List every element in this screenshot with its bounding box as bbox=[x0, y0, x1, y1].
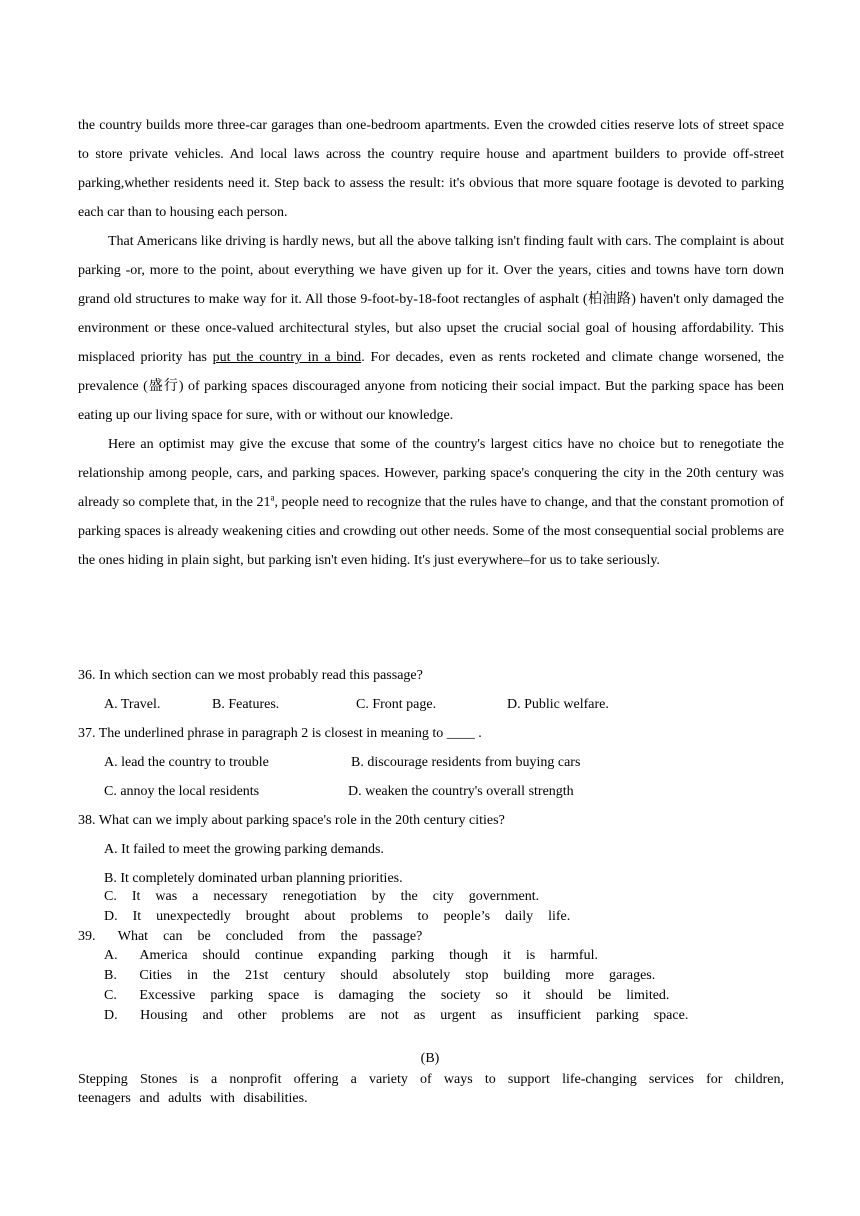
question-36-option-d: D. Public welfare. bbox=[507, 697, 609, 712]
passage-paragraph-3 bbox=[78, 430, 784, 575]
question-37-stem: 37. The underlined phrase in paragraph 2 is closest in meaning to ____ . bbox=[78, 726, 482, 741]
question-36-option-a: A. Travel. bbox=[104, 697, 161, 712]
question-36-option-b: B. Features. bbox=[212, 697, 280, 712]
question-39-option-b: B. Cities in the 21st century should absolutely stop building more garages. bbox=[104, 968, 656, 983]
question-37-option-b: B. discourage residents from buying cars bbox=[351, 755, 581, 770]
paragraph-3-text-b: , people need to recognize that the rules have to change, and that the constant promotion of parking spaces is already weakening cities and crowding out other needs. Some of the most consequential social problems are the ones hiding in plain sight, but parking isn't even hiding. It's just everywhere–for us to take seriously. bbox=[78, 495, 784, 568]
paragraph-2-text-b: . For decades, even as rents rocketed and climate change worsened, the prevalence (盛行) of parking spaces discouraged anyone from noticing their social impact. But the parking space has been eating up our living space for sure, with or without our knowledge. bbox=[78, 350, 784, 423]
passage-paragraph-2 bbox=[78, 227, 784, 430]
question-38-option-a: A. It failed to meet the growing parking demands. bbox=[104, 842, 384, 857]
question-39-stem: 39. What can be concluded from the passage? bbox=[78, 929, 423, 944]
question-36-stem: 36. In which section can we most probably read this passage? bbox=[78, 668, 423, 683]
question-39-option-a: A. America should continue expanding parking though it is harmful. bbox=[104, 948, 598, 963]
question-37-option-d: D. weaken the country's overall strength bbox=[348, 784, 574, 799]
question-37-option-a: A. lead the country to trouble bbox=[104, 755, 269, 770]
question-38-option-d: D. It unexpectedly brought about problems to people’s daily life. bbox=[104, 909, 571, 924]
underlined-phrase: put the country in a bind bbox=[212, 350, 362, 365]
question-38-option-b: B. It completely dominated urban planning priorities. bbox=[104, 871, 403, 886]
question-39-option-c: C. Excessive parking space is damaging the society so it should be limited. bbox=[104, 988, 670, 1003]
paragraph-2-text-a: That Americans like driving is hardly news, but all the above talking isn't finding fault with cars. The complaint is about parking -or, more to the point, about everything we have given up for it. Over the years, cities and towns have torn down grand old structures to make way for it. All those 9-foot-by-18-foot rectangles of asphalt (柏油路) haven't only damaged the environment or these once-valued architectural styles, but also upset the crucial social goal of housing affordability. This misplaced priority has bbox=[78, 234, 784, 365]
question-37-option-c: C. annoy the local residents bbox=[104, 784, 260, 799]
superscript-mark: a bbox=[270, 492, 275, 503]
question-38-stem: 38. What can we imply about parking space's role in the 20th century cities? bbox=[78, 813, 505, 828]
paragraph-3-text-a: Here an optimist may give the excuse that some of the country's largest citics have no choice but to renegotiate the relationship among people, cars, and parking spaces. However, parking space's conquering the city in the 20th century was already so complete that, in the 21 bbox=[78, 437, 784, 510]
passage-body bbox=[78, 111, 784, 575]
passage-paragraph-1: the country builds more three-car garages than one-bedroom apartments. Even the crowded cities reserve lots of street space to store private vehicles. And local laws across the country require house and apartment builders to provide off-street parking,whether residents need it. Step back to assess the result: it's obvious that more square footage is devoted to parking each car than to housing each person. bbox=[78, 118, 784, 220]
question-39-option-d: D. Housing and other problems are not as urgent as insufficient parking space. bbox=[104, 1008, 689, 1023]
question-38-option-c: C. It was a necessary renegotiation by the city government. bbox=[104, 889, 540, 904]
section-b-intro: Stepping Stones is a nonprofit offering a variety of ways to support life-changing services for children, teenagers and adults with disabilities. bbox=[78, 1072, 784, 1106]
question-36-option-c: C. Front page. bbox=[356, 697, 437, 712]
section-b-heading: (B) bbox=[420, 1051, 440, 1066]
